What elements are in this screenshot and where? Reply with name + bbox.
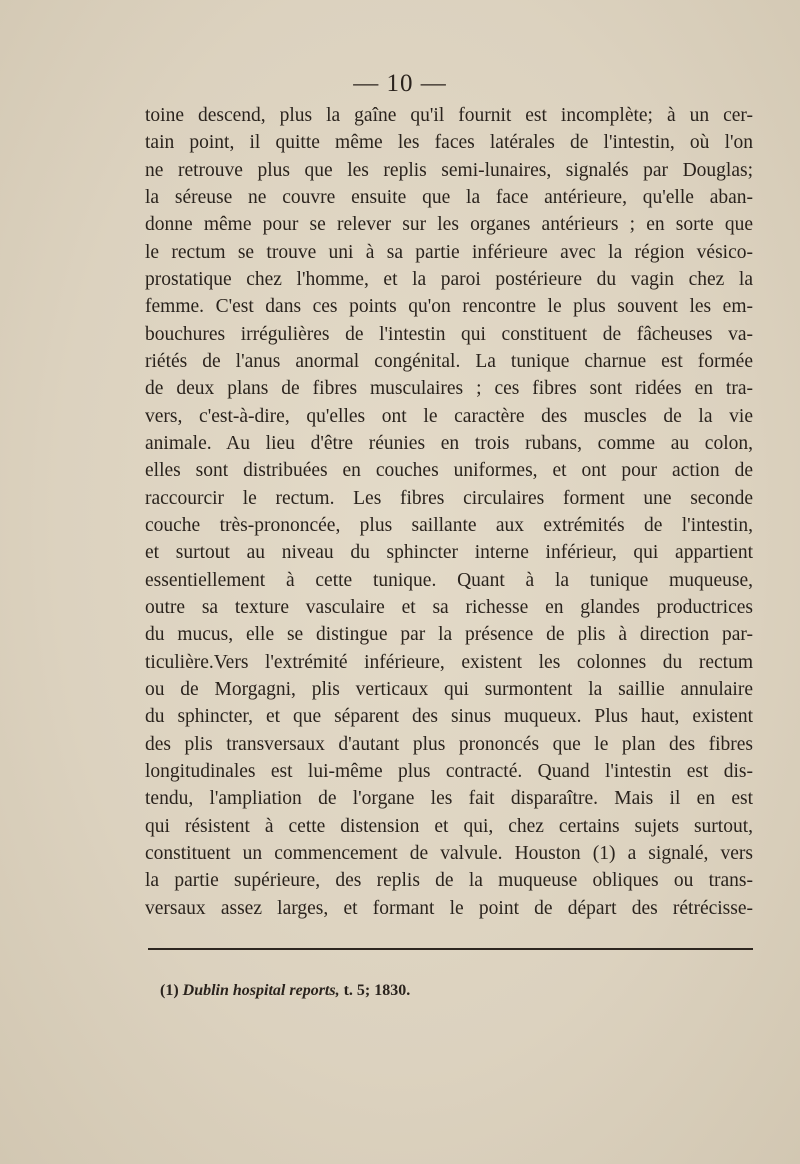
body-text (145, 102, 753, 922)
text-line: longitudinales est lui-même plus contracté. Quand l'intestin est dis- (145, 760, 753, 782)
text-line: bouchures irrégulières de l'intestin qui constituent de fâcheuses va- (145, 323, 753, 345)
text-line: le rectum se trouve uni à sa partie inférieure avec la région vésico- (145, 241, 753, 263)
text-line: couche très-prononcée, plus saillante aux extrémités de l'intestin, (145, 514, 753, 536)
text-line: versaux assez larges, et formant le point de départ des rétrécisse- (145, 897, 753, 919)
footnote-marker: (1) (160, 982, 179, 999)
text-line: et surtout au niveau du sphincter interne inférieur, qui appartient (145, 542, 753, 564)
footnote-source: Dublin hospital reports, (182, 982, 340, 999)
text-line: tain point, il quitte même les faces latérales de l'intestin, où l'on (145, 132, 753, 154)
text-line: donne même pour se relever sur les organes antérieurs ; en sorte que (145, 214, 753, 236)
text-line: du mucus, elle se distingue par la présence de plis à direction par- (145, 624, 753, 646)
text-line: prostatique chez l'homme, et la paroi postérieure du vagin chez la (145, 268, 753, 290)
text-line: des plis transversaux d'autant plus prononcés que le plan des fibres (145, 733, 753, 755)
text-line: la séreuse ne couvre ensuite que la face antérieure, qu'elle aban- (145, 186, 753, 208)
text-line: qui résistent à cette distension et qui, chez certains sujets surtout, (145, 815, 753, 837)
text-line: ticulière.Vers l'extrémité inférieure, existent les colonnes du rectum (145, 651, 753, 673)
text-line: vers, c'est-à-dire, qu'elles ont le caractère des muscles de la vie (145, 405, 753, 427)
text-line: outre sa texture vasculaire et sa richesse en glandes productrices (145, 596, 753, 618)
page-number: — 10 — (353, 70, 447, 97)
footnote (160, 982, 410, 1000)
text-line: riétés de l'anus anormal congénital. La tunique charnue est formée (145, 350, 753, 372)
text-line: essentiellement à cette tunique. Quant à la tunique muqueuse, (145, 569, 753, 591)
text-line: ne retrouve plus que les replis semi-lunaires, signalés par Douglas; (145, 159, 753, 181)
text-line: raccourcir le rectum. Les fibres circulaires forment une seconde (145, 487, 753, 509)
text-line: ou de Morgagni, plis verticaux qui surmontent la saillie annulaire (145, 678, 753, 700)
text-line: tendu, l'ampliation de l'organe les fait disparaître. Mais il en est (145, 788, 753, 810)
text-line: la partie supérieure, des replis de la muqueuse obliques ou trans- (145, 870, 753, 892)
text-line: femme. C'est dans ces points qu'on rencontre le plus souvent les em- (145, 296, 753, 318)
text-line: elles sont distribuées en couches uniformes, et ont pour action de (145, 460, 753, 482)
text-line: toine descend, plus la gaîne qu'il fournit est incomplète; à un cer- (145, 105, 753, 126)
text-line: animale. Au lieu d'être réunies en trois rubans, comme au colon, (145, 432, 753, 454)
footnote-details: t. 5; 1830. (343, 982, 411, 999)
footnote-divider (148, 948, 753, 950)
text-line: constituent un commencement de valvule. Houston (1) a signalé, vers (145, 842, 753, 864)
text-line: de deux plans de fibres musculaires ; ces fibres sont ridées en tra- (145, 378, 753, 400)
text-line: du sphincter, et que séparent des sinus muqueux. Plus haut, existent (145, 706, 753, 728)
